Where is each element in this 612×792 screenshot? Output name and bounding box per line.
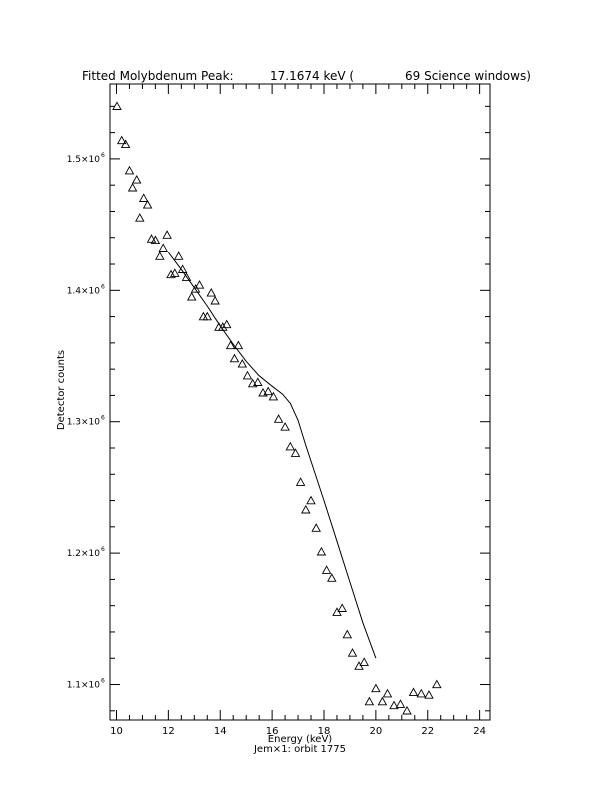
x-tick-label: 12 bbox=[161, 726, 175, 737]
data-points bbox=[113, 102, 441, 714]
x-tick-label: 24 bbox=[473, 726, 486, 737]
x-tick-label: 14 bbox=[213, 726, 227, 737]
data-point bbox=[378, 698, 386, 705]
data-point bbox=[410, 688, 418, 695]
data-point bbox=[156, 252, 164, 259]
data-point bbox=[433, 681, 441, 688]
data-point bbox=[417, 690, 425, 697]
chart-title-right: 69 Science windows) bbox=[405, 69, 531, 83]
chart-title-left: Fitted Molybdenum Peak: bbox=[82, 69, 234, 83]
x-axis-label: Energy (keV) bbox=[267, 734, 333, 745]
x-tick-label: 20 bbox=[369, 726, 383, 737]
data-point bbox=[312, 524, 320, 531]
data-point bbox=[338, 604, 346, 611]
y-tick-exponent: 6 bbox=[101, 414, 105, 422]
axis-ticks bbox=[110, 84, 490, 720]
data-point bbox=[211, 297, 219, 304]
data-point bbox=[384, 690, 392, 697]
data-point bbox=[372, 685, 380, 692]
data-point bbox=[343, 631, 351, 638]
data-point bbox=[317, 548, 325, 555]
data-point bbox=[281, 423, 289, 430]
data-point bbox=[133, 176, 141, 183]
data-point bbox=[307, 497, 315, 504]
y-tick-exponent: 6 bbox=[101, 546, 105, 554]
data-point bbox=[397, 700, 405, 707]
data-point bbox=[302, 506, 310, 513]
data-point bbox=[403, 707, 411, 714]
data-point bbox=[238, 360, 246, 367]
y-tick-label bbox=[67, 283, 105, 296]
data-point bbox=[286, 443, 294, 450]
chart-title bbox=[82, 69, 531, 83]
y-tick-label bbox=[67, 415, 105, 428]
data-point bbox=[223, 321, 231, 328]
data-point bbox=[275, 415, 283, 422]
x-tick-label: 16 bbox=[265, 726, 279, 737]
data-point bbox=[175, 252, 183, 259]
data-point bbox=[159, 244, 167, 251]
data-point bbox=[244, 372, 252, 379]
x-tick-label: 18 bbox=[317, 726, 331, 737]
y-tick-mantissa: 1.4×10 bbox=[66, 286, 100, 297]
data-point bbox=[144, 201, 152, 208]
y-tick-mantissa: 1.2×10 bbox=[66, 549, 100, 560]
y-tick-labels bbox=[67, 152, 105, 691]
plot-frame bbox=[110, 84, 490, 720]
data-point bbox=[269, 393, 277, 400]
data-point bbox=[360, 658, 368, 665]
y-tick-label bbox=[67, 152, 105, 165]
data-point bbox=[163, 231, 171, 238]
data-point bbox=[349, 649, 357, 656]
y-tick-mantissa: 1.5×10 bbox=[66, 154, 100, 165]
data-point bbox=[365, 698, 373, 705]
data-point bbox=[207, 289, 215, 296]
y-tick-exponent: 6 bbox=[101, 283, 105, 291]
data-point bbox=[425, 691, 433, 698]
x-tick-label: 10 bbox=[110, 726, 123, 737]
data-point bbox=[231, 355, 239, 362]
x-axis-subcaption: Jem×1: orbit 1775 bbox=[253, 744, 347, 755]
data-point bbox=[297, 478, 305, 485]
y-tick-mantissa: 1.1×10 bbox=[66, 680, 100, 691]
data-point bbox=[188, 293, 196, 300]
data-point bbox=[136, 214, 144, 221]
data-point bbox=[323, 566, 331, 573]
chart-title-value: 17.1674 keV ( bbox=[270, 69, 355, 83]
data-point bbox=[126, 167, 134, 174]
y-axis-label: Detector counts bbox=[56, 349, 67, 431]
y-tick-exponent: 6 bbox=[101, 151, 105, 159]
y-tick-exponent: 6 bbox=[101, 677, 105, 685]
data-point bbox=[129, 184, 137, 191]
y-tick-label bbox=[67, 546, 105, 559]
y-tick-label bbox=[67, 678, 105, 691]
fit-line bbox=[168, 252, 376, 658]
x-tick-label: 22 bbox=[421, 726, 435, 737]
y-tick-mantissa: 1.3×10 bbox=[66, 417, 100, 428]
data-point bbox=[328, 574, 336, 581]
data-point bbox=[140, 194, 148, 201]
